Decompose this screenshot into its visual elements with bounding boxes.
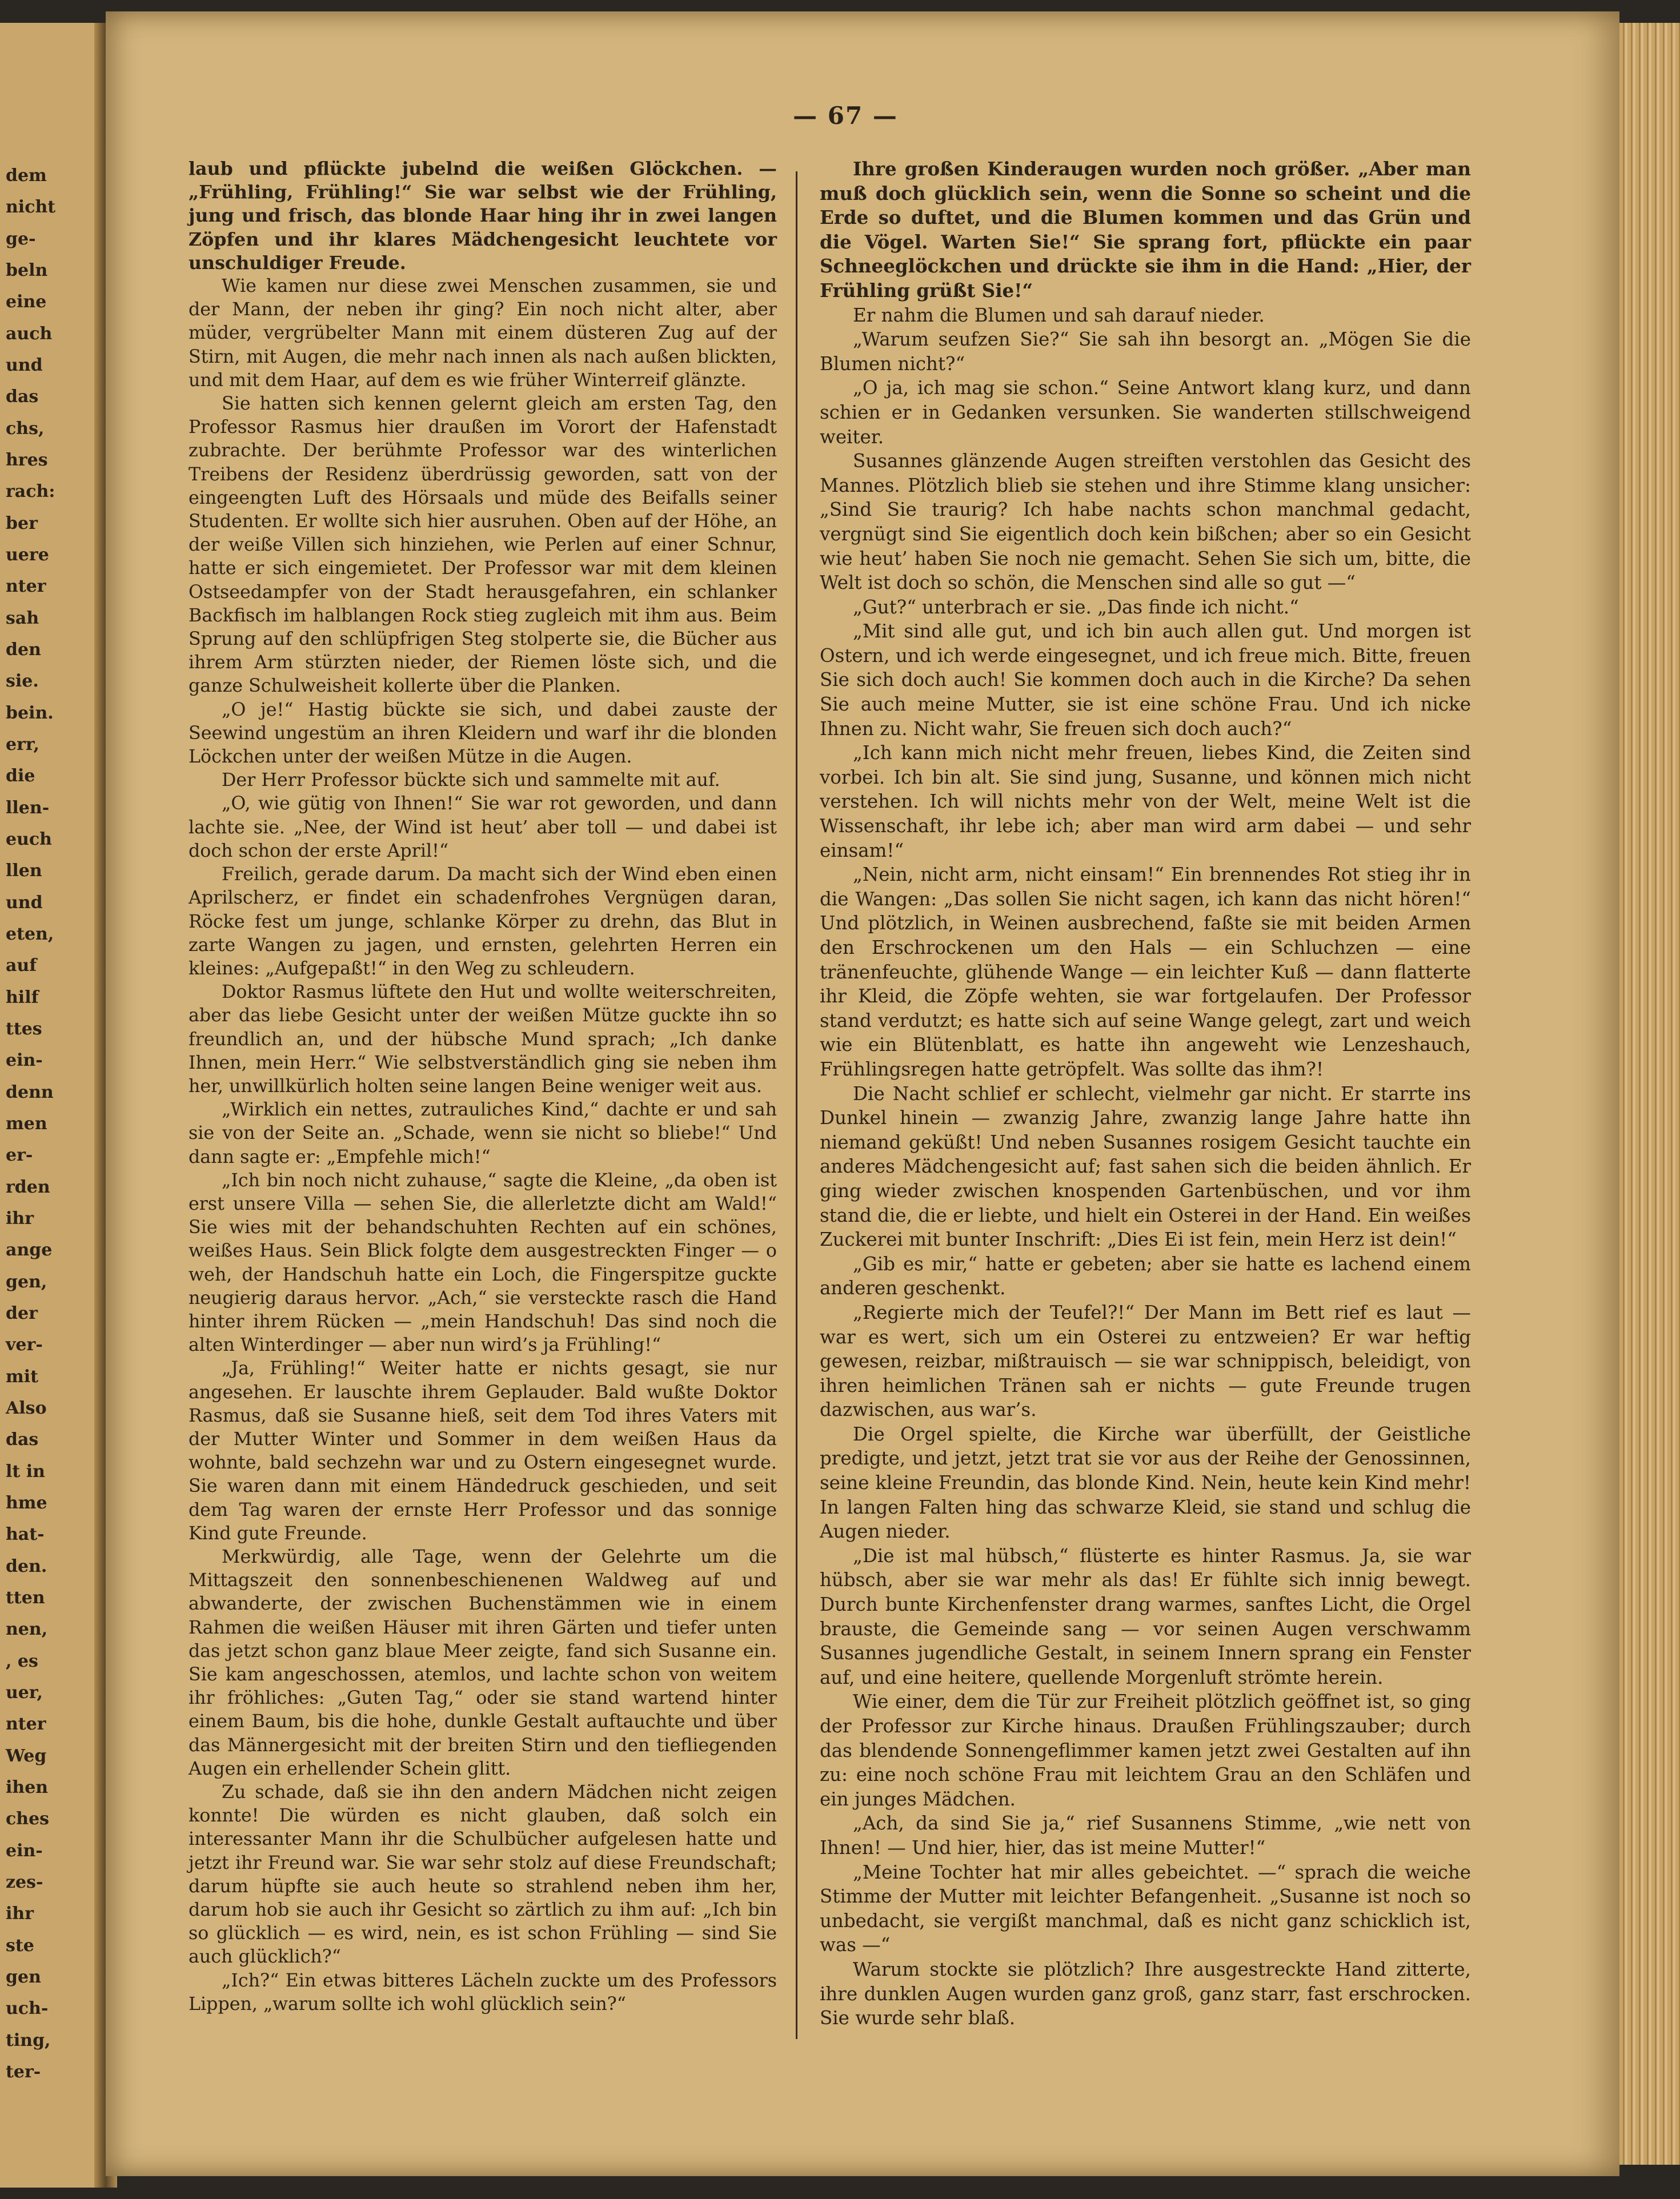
page-stack-edge [1619,23,1680,2165]
page-fragment: denn [6,1082,54,1102]
page-fragment: ihen [6,1777,49,1797]
paragraph: „Regierte mich der Teufel?!“ Der Mann im Bett rief es laut — war es wert, sich um ein Osterei zu entzweien? Er war heftig gewesen, reizbar, mißtrauisch — sie war schnippisch, beleidigt, von ihren heimlichen Tränen sah er nichts — gute Freunde trugen dazwischen, aus war’s. [820,1301,1471,1421]
page-fragment: gen, [6,1272,47,1292]
page-fragment: ange [6,1240,53,1260]
page-fragment: ter- [6,2062,41,2082]
paragraph: „Meine Tochter hat mir alles gebeichtet. —“ sprach die weiche Stimme der Mutter mit leichter Befangenheit. „Susanne ist noch so unbedacht, sie vergißt manchmal, daß es nicht ganz schicklich ist, was —“ [820,1861,1471,1956]
paragraph: Zu schade, daß sie ihn den andern Mädchen nicht zeigen konnte! Die würden es nicht glauben, daß solch ein interessanter Mann ihr die Schulbücher aufgelesen hatte und jetzt ihr Freund war. Sie war sehr stolz auf diese Freundschaft; darum hüpfte sie auch heute so strahlend neben ihm her, darum hob sie auch ihr Gesicht so zärtlich zu ihm auf: „Ich bin so glücklich — es wird, nein, es ist schon Frühling — sind Sie auch glücklich?“ [189,1782,777,1968]
page-fragment: das [6,387,39,407]
paragraph: „Warum seufzen Sie?“ Sie sah ihn besorgt an. „Mögen Sie die Blumen nicht?“ [820,328,1471,375]
paragraph: „Nein, nicht arm, nicht einsam!“ Ein brennendes Rot stieg ihr in die Wangen: „Das sollen Sie nicht sagen, ich kann das nicht hören!“ Und plötzlich, in Weinen ausbrechend, faßte sie mit beiden Armen den Erschrockenen um den Hals — ein Schluchzen — eine tränenfeuchte, glühende Wange — ein leichter Kuß — dann flatterte ihr Kleid, die Zöpfe wehten, sie war fortgelaufen. Der Professor stand verdutzt; es hatte sich auf seine Wange gelegt, zart und weich wie ein Blütenblatt, es hatte ihn angeweht wie Lenzeshauch, Frühlingsregen hatte getröpfelt. Was sollte das ihm?! [820,864,1471,1080]
page-fragment: hat- [6,1524,45,1544]
page-fragment: Also [6,1398,47,1418]
paragraph: „O ja, ich mag sie schon.“ Seine Antwort klang kurz, und dann schien er in Gedanken versunken. Sie wanderten stillschweigend weiter. [820,377,1471,448]
page-fragment: nen, [6,1619,48,1639]
page-fragment: dem [6,166,47,186]
page-fragment: ting, [6,2031,51,2050]
page-fragment: auf [6,956,37,976]
paragraph: Freilich, gerade darum. Da macht sich der Wind eben einen Aprilscherz, er findet ein schadenfrohes Vergnügen daran, Röcke fest um junge, schlanke Körper zu drehn, das Blut in zarte Wangen zu jagen, und ernsten, gelehrten Herren ein kleines: „Aufgepaßt!“ in den Weg zu schleudern. [189,864,777,979]
paragraph: „Ich?“ Ein etwas bitteres Lächeln zuckte um des Professors Lippen, „warum sollte ich wohl glücklich sein?“ [189,1970,777,2015]
page-fragment: ein- [6,1841,43,1861]
paragraph: „Gib es mir,“ hatte er gebeten; aber sie hatte es lachend einem anderen geschenkt. [820,1253,1471,1299]
page-fragment: ches [6,1809,50,1829]
right-text-column [820,157,1471,2031]
page-fragment: gen [6,1967,41,1987]
page-fragment: Weg [6,1746,47,1766]
page-fragment: , es [6,1651,38,1671]
page-number: — 67 — [793,102,898,130]
page-fragment: ber [6,513,38,533]
paragraph: Der Herr Professor bückte sich und sammelte mit auf. [222,770,720,791]
page-fragment: rden [6,1177,50,1197]
previous-page-edge [0,23,106,2188]
page-fragment: uch- [6,1999,49,2019]
page-fragment: zes- [6,1872,43,1892]
page-fragment: rach: [6,481,55,501]
paragraph: „Wirklich ein nettes, zutrauliches Kind,“ dachte er und sah sie von der Seite an. „Schade, wenn sie nicht so bliebe!“ Und dann sagte er: „Empfehle mich!“ [189,1100,777,1167]
paragraph: Merkwürdig, alle Tage, wenn der Gelehrte um die Mittagszeit den sonnenbeschienenen Waldweg auf und abwanderte, der zwischen Buchenstämmen wie in einem Rahmen die weißen Häuser mit ihren Gärten und tiefer unten das jetzt schon ganz blaue Meer zeigte, fand sich Susanne ein. Sie kam angeschossen, atemlos, und lachte schon von weitem ihr fröhliches: „Guten Tag,“ oder sie stand wartend hinter einem Baum, bis die hohe, dunkle Gestalt auftauchte und über das Männergesicht mit der breiten Stirn und den tiefliegenden Augen ein erhellender Schein glitt. [189,1546,777,1779]
page-fragment: bein. [6,703,54,723]
paragraph: „O, wie gütig von Ihnen!“ Sie war rot geworden, und dann lachte sie. „Nee, der Wind ist heut’ aber toll — und dabei ist doch schon der erste April!“ [189,793,777,861]
page-fragment: eten, [6,924,54,944]
page-fragment: beln [6,260,48,280]
page-fragment: die [6,766,35,786]
page-fragment: ihr [6,1209,34,1229]
page-fragment: ein- [6,1050,43,1070]
page-fragment: tten [6,1588,45,1608]
page-fragment: eine [6,292,47,312]
page-fragment: auch [6,324,53,344]
paragraph: „Ich bin noch nicht zuhause,“ sagte die Kleine, „da oben ist erst unsere Villa — sehen Sie, die allerletzte dicht am Wald!“ Sie wies mit der behandschuhten Rechten auf ein schönes, weißes Haus. Sein Blick folgte dem ausgestreckten Finger — o weh, der Handschuh hatte ein Loch, die Fingerspitze guckte neugierig daraus hervor. „Ach,“ sie versteckte rasch die Hand hinter ihrem Rücken — „mein Handschuh! Das sind noch die alten Winterdinger — aber nun wird’s ja Frühling!“ [189,1170,777,1356]
page-fragment: llen [6,861,42,881]
page-fragment: men [6,1114,47,1134]
page-fragment: und [6,355,43,375]
page-fragment: den [6,640,41,660]
page-fragment: euch [6,829,52,849]
paragraph: „Ach, da sind Sie ja,“ rief Susannens Stimme, „wie nett von Ihnen! — Und hier, hier, das ist meine Mutter!“ [820,1812,1471,1859]
paragraph: Er nahm die Blumen und sah darauf nieder. [853,304,1265,326]
paragraph: Die Nacht schlief er schlecht, vielmehr gar nicht. Er starrte ins Dunkel hinein — zwanzig Jahre, zwanzig lange Jahre hatte ihn niemand geküßt! Und neben Susannes rosigem Gesicht tauchte ein anderes Mädchengesicht auf; fast sahen sich die beiden ähnlich. Er ging wieder zwischen knospenden Gartenbüschen, und vor ihm stand die, die er liebte, und hielt ein Osterei in der Hand. Ein weißes Zuckerei mit bunter Inschrift: „Dies Ei ist fein, mein Herz ist dein!“ [820,1082,1471,1251]
page-fragment: ttes [6,1019,42,1039]
page-fragment: ge- [6,229,36,249]
page-fragment: nter [6,576,46,596]
page-fragment: er- [6,1145,33,1165]
paragraph: Die Orgel spielte, die Kirche war überfüllt, der Geistliche predigte, und jetzt, jetzt trat sie vor aus der Reihe der Genossinnen, seine kleine Freundin, das blonde Kind. Nein, heute kein Kind mehr! In langen Falten hing das schwarze Kleid, sie stand und schlug die Augen nieder. [820,1423,1471,1543]
page-fragment: mit [6,1367,38,1387]
paragraph: Wie kamen nur diese zwei Menschen zusammen, sie und der Mann, der neben ihr ging? Ein noch nicht alter, aber müder, vergrübelter Mann mit einem düsteren Zug auf der Stirn, mit Augen, die mehr nach innen als nach außen blickten, und mit dem Haar, auf dem es wie früher Winterreif glänzte. [189,276,777,391]
page-fragment: chs, [6,419,45,439]
paragraph: laub und pflückte jubelnd die weißen Glöckchen. — „Frühling, Frühling!“ Sie war selbst wie der Frühling, jung und frisch, das blonde Haar hing ihr in zwei langen Zöpfen und ihr klares Mädchengesicht leuchtete vor unschuldiger Freude. [189,158,777,274]
page-fragment: err, [6,735,39,755]
page-fragment: llen- [6,798,50,818]
left-text-column [189,157,777,2016]
page-fragment: das [6,1430,39,1450]
page-fragment: nter [6,1714,46,1734]
page-fragment: hres [6,450,48,470]
paragraph: Wie einer, dem die Tür zur Freiheit plötzlich geöffnet ist, so ging der Professor zur Kirche hinaus. Draußen Frühlingszauber; durch das blendende Sonnengeflimmer kamen jetzt zwei Gestalten auf ihn zu: eine noch schöne Frau mit leichtem Grau an den Schläfen und ein junges Mädchen. [820,1691,1471,1810]
page-fragment: und [6,893,43,913]
paragraph: Ihre großen Kinderaugen wurden noch größer. „Aber man muß doch glücklich sein, wenn die Sonne so scheint und die Erde so duftet, und die Blumen kommen und das Grün und die Vögel. Warten Sie!“ Sie sprang fort, pflückte ein paar Schneeglöckchen und drückte sie ihm in die Hand: „Hier, der Frühling grüßt Sie!“ [820,158,1471,302]
page-fragment: der [6,1303,38,1323]
paragraph: „Die ist mal hübsch,“ flüsterte es hinter Rasmus. Ja, sie war hübsch, aber sie war mehr als das! Er fühlte sich innig bewegt. Durch bunte Kirchenfenster drang warmes, sanftes Licht, die Orgel brauste, die Gemeinde sang — vor seinen Augen verschwamm Susannes jugendliche Gestalt, in seinem Innern sprang ein Fenster auf, und eine heitere, quellende Morgenluft strömte herein. [820,1544,1471,1688]
page-fragment: nicht [6,197,56,217]
page-fragment: uere [6,545,49,565]
page-fragment: ste [6,1936,34,1956]
page-fragment: lt in [6,1462,45,1482]
paragraph: Susannes glänzende Augen streiften verstohlen das Gesicht des Mannes. Plötzlich blieb sie stehen und ihre Stimme klang unsicher: „Sind Sie traurig? Ich habe nachts schon manchmal gedacht, vergnügt sind Sie eigentlich doch kein bißchen; aber so ein Gesicht wie heut’ haben Sie noch nie gemacht. Sehen Sie sich um, bitte, die Welt ist doch so schön, die Menschen sind alle so gut —“ [820,450,1471,594]
page-fragment: sah [6,608,39,628]
page-fragment: hilf [6,988,39,1008]
page-fragment: sie. [6,671,39,691]
page-fragment: hme [6,1493,47,1513]
paragraph: Doktor Rasmus lüftete den Hut und wollte weiterschreiten, aber das liebe Gesicht unter der weißen Mütze guckte ihn so freundlich an, und der hübsche Mund sprach; „Ich danke Ihnen, mein Herr.“ Wie selbstverständlich ging sie neben ihm her, unwillkürlich holten seine langen Beine weniger weit aus. [189,982,777,1097]
paragraph: „Mit sind alle gut, und ich bin auch allen gut. Und morgen ist Ostern, und ich werde eingesegnet, und ich freue mich. Bitte, freuen Sie sich doch auch! Sie kommen doch auch in die Kirche? Da sehen Sie auch meine Mutter, sie ist eine schöne Frau. Und ich nicke Ihnen zu. Nicht wahr, Sie freuen sich doch auch?“ [820,620,1471,740]
page-fragment: ihr [6,1904,34,1924]
page-fragment: uer, [6,1683,43,1703]
column-divider [796,171,797,2039]
page-fragment: ver- [6,1335,43,1355]
paragraph: „Gut?“ unterbrach er sie. „Das finde ich nicht.“ [853,596,1299,618]
paragraph: Warum stockte sie plötzlich? Ihre ausgestreckte Hand zitterte, ihre dunklen Augen wurden ganz groß, ganz starr, fast erschrocken. Sie wurde sehr blaß. [820,1958,1471,2029]
paragraph: „O je!“ Hastig bückte sie sich, und dabei zauste der Seewind ungestüm an ihren Kleidern und warf ihr die blonden Löckchen unter der weißen Mütze in die Augen. [189,699,777,768]
paragraph: „Ich kann mich nicht mehr freuen, liebes Kind, die Zeiten sind vorbei. Ich bin alt. Sie sind jung, Susanne, und können mich nicht verstehen. Ich will nichts mehr von der Welt, meine Welt ist die Wissenschaft, ihr lebe ich; aber man wird arm dabei — und sehr einsam!“ [820,742,1471,861]
page-fragment: den. [6,1556,47,1576]
paragraph: „Ja, Frühling!“ Weiter hatte er nichts gesagt, sie nur angesehen. Er lauschte ihrem Geplauder. Bald wußte Doktor Rasmus, daß sie Susanne hieß, seit dem Tod ihres Vaters mit der Mutter Winter und Sommer in dem weißen Haus da wohnte, bald sechzehn war und zu Ostern eingesegnet wurde. Sie waren dann mit einem Händedruck geschieden, und seit dem Tag waren der ernste Herr Professor und das sonnige Kind gute Freunde. [189,1358,777,1544]
paragraph: Sie hatten sich kennen gelernt gleich am ersten Tag, den Professor Rasmus hier draußen im Vorort der Hafenstadt zubrachte. Der berühmte Professor war des winterlichen Treibens der Residenz überdrüssig geworden, satt von der eingeengten Luft des Hörsaals und müde des Beifalls seiner Studenten. Er wollte sich hier ausruhen. Oben auf der Höhe, an der weiße Villen sich hinziehen, wie Perlen auf einer Schnur, hatte er sich eingemietet. Der Professor war mit dem kleinen Ostseedampfer von der Stadt herausgefahren, ein schlanker Backfisch im halblangen Rock stieg zugleich mit ihm aus. Beim Sprung auf den schlüpfrigen Steg stolperte sie, die Bücher aus ihrem Arm stürzten nieder, der Riemen löste sich, und die ganze Schulweisheit kollerte über die Planken. [189,394,777,697]
